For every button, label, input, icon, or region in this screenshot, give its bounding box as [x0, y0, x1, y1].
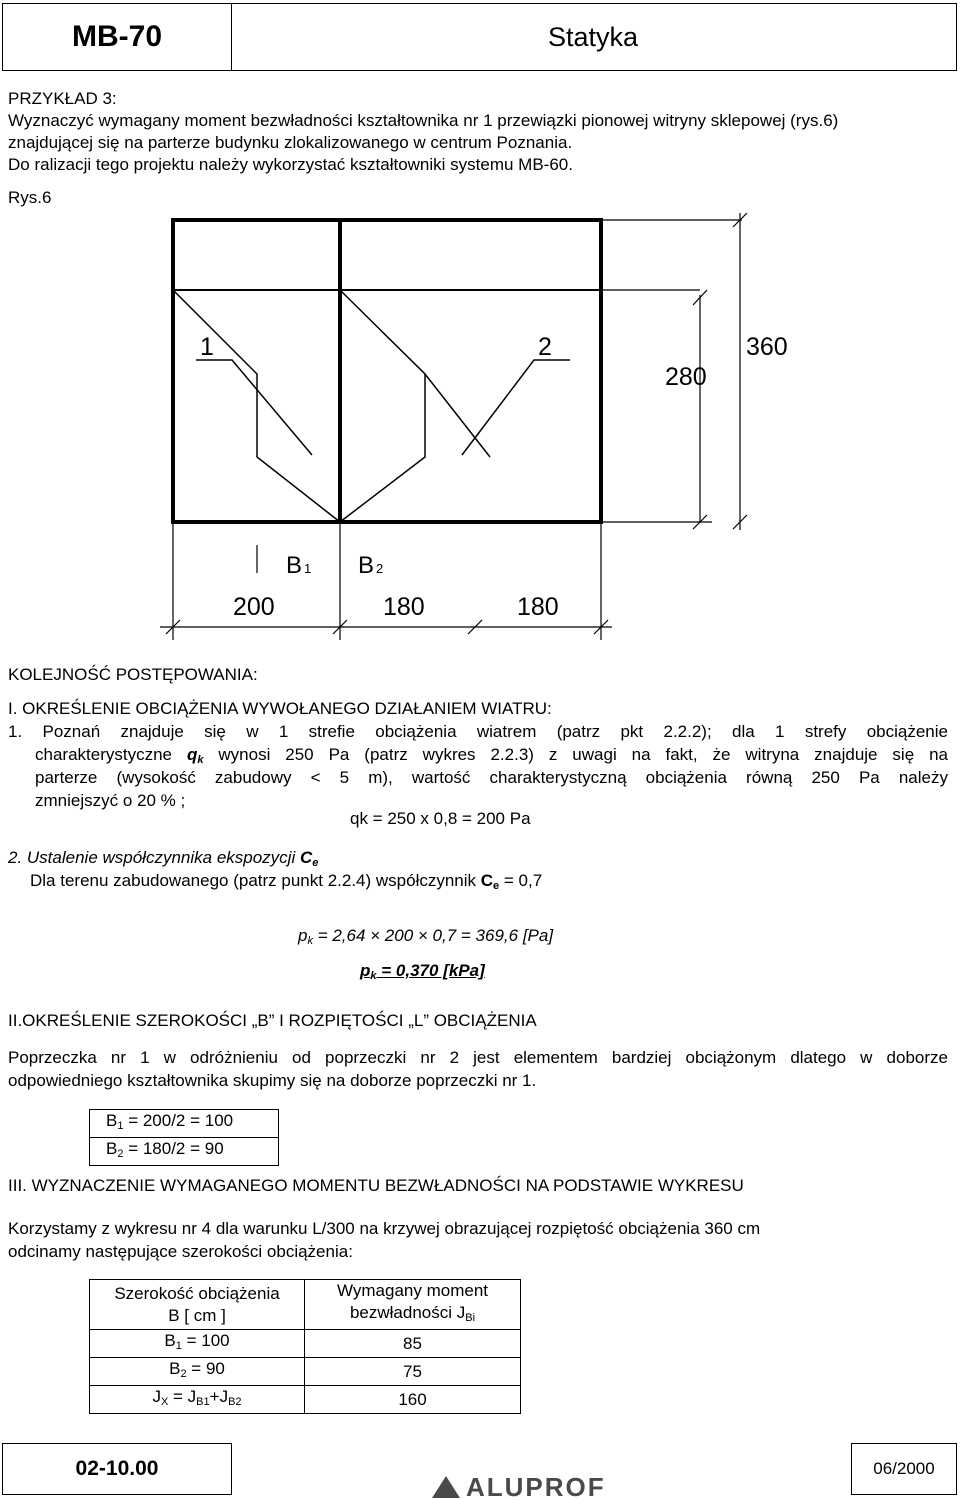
figure-label: Rys.6: [8, 188, 52, 207]
b2-label: B 2: [358, 552, 384, 579]
dim-200: 200: [233, 593, 275, 621]
table-row: $B_1 = 100$ 85: [90, 1330, 521, 1358]
footer-code: 02-10.00: [2, 1443, 232, 1495]
load-area-b2: [340, 290, 425, 522]
b1-label: B 1: [286, 552, 312, 579]
b1-cell: $B_1 = 200/2 = 100$: [90, 1110, 279, 1138]
s3-line-1: Korzystamy z wykresu nr 4 dla warunku L/300 na krzywej obrazującej rozpiętość obciążenia 360 cm: [8, 1219, 761, 1238]
moment-table: [89, 1279, 521, 1414]
s2-line-2: odpowiedniego kształtownika skupimy się na doborze poprzeczki nr 1.: [8, 1071, 537, 1090]
pk-result: $p_k = 0,370$ [kPa]: [360, 961, 485, 982]
section1-heading: I. OKREŚLENIE OBCIĄŻENIA WYWOŁANEGO DZIAŁANIEM WIATRU:: [8, 699, 552, 718]
qk-formula: qk = 250 x 0,8 = 200 Pa: [350, 809, 531, 828]
table-header-row: [90, 1280, 521, 1330]
s1-line-4: zmniejszyć o 20 % ;: [35, 791, 186, 810]
window-frame: [173, 220, 601, 522]
table-row: $B_2 = 90$ 75: [90, 1358, 521, 1386]
window-drawing: [0, 195, 960, 655]
ce-line: Dla terenu zabudowanego (patrz punkt 2.2.4) współczynnik $C_e = 0,7$: [30, 871, 543, 892]
dim-360: 360: [746, 333, 788, 361]
footer-date: 06/2000: [851, 1443, 957, 1495]
svg-text:ALUPROF: ALUPROF: [466, 1472, 606, 1500]
leader-1: [196, 360, 312, 455]
b-labels: [286, 552, 383, 579]
load-area-b1: [173, 290, 340, 522]
doc-section: Statyka: [230, 3, 957, 71]
col-header-moment: Wymagany moment bezwładności $J_{Bi}$: [305, 1280, 521, 1330]
s1-line-2: charakterystyczne $q_k$ wynosi 250 Pa (patrz wykres 2.2.3) z uwagi na fakt, że witryna znajduje się na: [35, 745, 948, 766]
table-row: [90, 1110, 279, 1138]
dim-180-b: 180: [517, 593, 559, 621]
label-2: 2: [538, 333, 552, 361]
label-1: 1: [200, 333, 214, 361]
b-table: [89, 1109, 279, 1166]
b2-cell: $B_2 = 180/2 = 90$: [90, 1138, 279, 1166]
dim-180-a: 180: [383, 593, 425, 621]
section2-subheading: 2. Ustalenie współczynnika ekspozycji $C_e$: [8, 848, 319, 869]
doc-code: MB-70: [2, 3, 232, 71]
s1-line-3: parterze (wysokość zabudowy < 5 m), wartość charakterystyczną obciążenia równą 250 Pa należy: [35, 768, 948, 787]
s3-line-2: odcinamy następujące szerokości obciążenia:: [8, 1242, 353, 1261]
aluprof-logo: [430, 1470, 630, 1500]
section2-heading: II.OKREŚLENIE SZEROKOŚCI „B” I ROZPIĘTOŚCI „L” OBCIĄŻENIA: [8, 1011, 537, 1030]
example-title: PRZYKŁAD 3:: [8, 89, 117, 108]
s2-line-1: Poprzeczka nr 1 w odróżnieniu od poprzeczki nr 2 jest elementem bardziej obciążonym dlatego w doborze: [8, 1048, 948, 1067]
table-row: [90, 1138, 279, 1166]
col-header-width: Szerokość obciążenia B [ cm ]: [90, 1280, 305, 1330]
intro-line-3: Do ralizacji tego projektu należy wykorzystać kształtowniki systemu MB-60.: [8, 155, 573, 174]
intro-line-2: znajdującej się na parterze budynku zlokalizowanego w centrum Poznania.: [8, 133, 573, 152]
procedure-heading: KOLEJNOŚĆ POSTĘPOWANIA:: [8, 665, 258, 684]
table-row: $J_X = J_{B1}+J_{B2}$ 160: [90, 1386, 521, 1414]
logo-triangle-icon: [432, 1476, 460, 1498]
section3-heading: III. WYZNACZENIE WYMAGANEGO MOMENTU BEZWŁADNOŚCI NA PODSTAWIE WYKRESU: [8, 1176, 744, 1195]
dim-280: 280: [665, 363, 707, 391]
pk-formula: $p_k = 2,64 \times 200 \times 0,7 = 369,6$ [Pa]: [298, 926, 554, 947]
intro-line-1: Wyznaczyć wymagany moment bezwładności kształtownika nr 1 przewiązki pionowej witryny sklepowej (rys.6): [8, 111, 839, 130]
s1-line-1: 1. Poznań znajduje się w 1 strefie obciążenia wiatrem (patrz pkt 2.2.2); dla 1 strefy obciążenie: [8, 722, 948, 741]
